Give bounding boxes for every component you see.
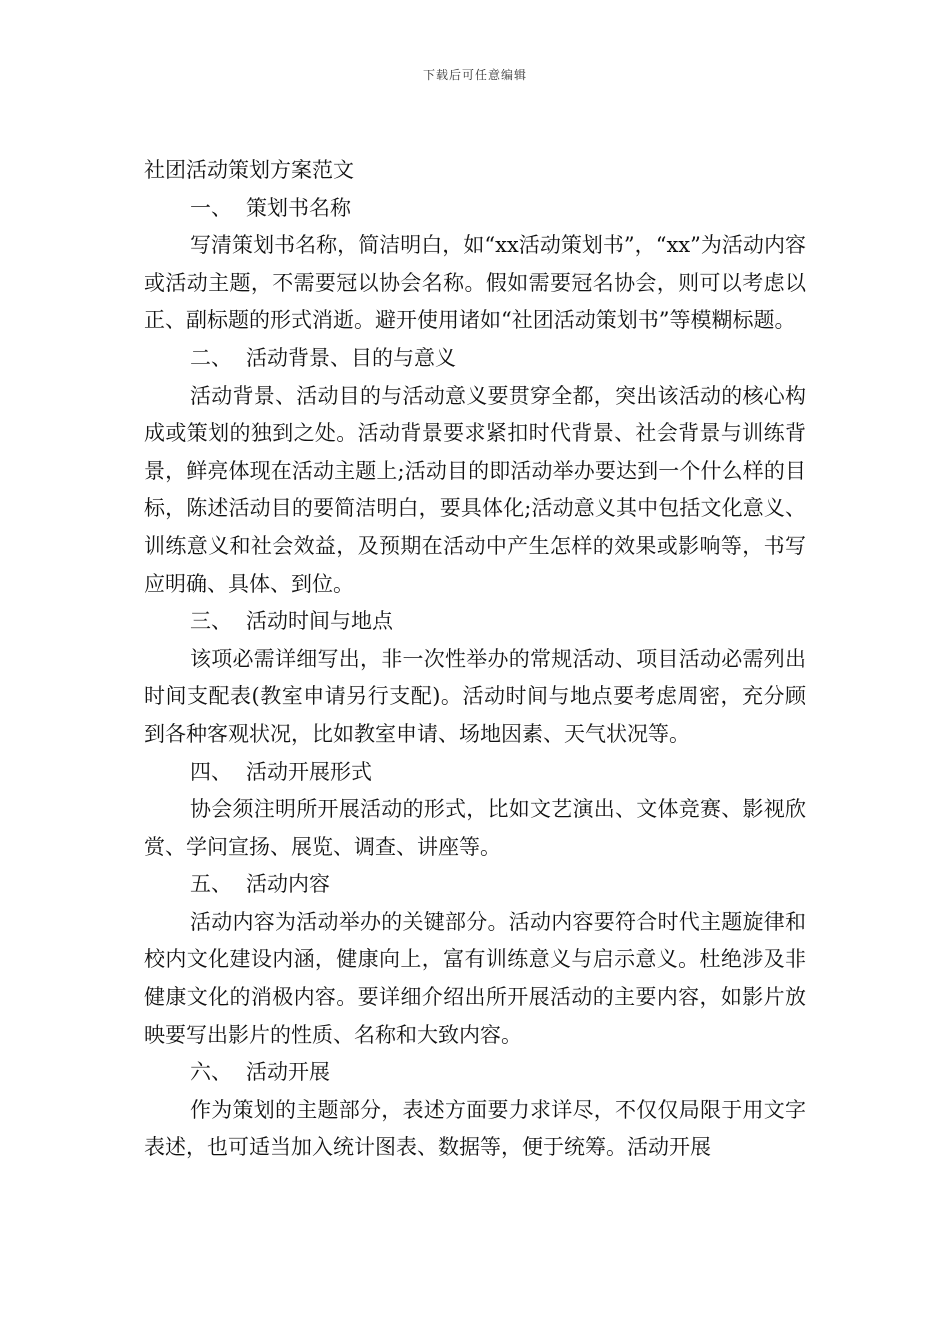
section-number: 六、 <box>190 1060 232 1085</box>
section-paragraph-1: 写清策划书名称，简洁明白，如“xx活动策划书”，“xx”为活动内容或活动主题，不需要冠以协会名称。假如需要冠名协会，则可以考虑以正、副标题的形式消逝。避开使用诸如“社团活动策划书”等模糊标题。 <box>144 233 806 333</box>
section-heading-1 <box>144 190 806 228</box>
section-title: 活动开展形式 <box>246 759 372 784</box>
section-number: 四、 <box>190 759 232 784</box>
document-body <box>144 152 806 1167</box>
section-heading-6 <box>144 1054 806 1092</box>
section-heading-5 <box>144 866 806 904</box>
section-paragraph-3: 该项必需详细写出，非一次性举办的常规活动、项目活动必需列出时间支配表(教室申请另行支配)。活动时间与地点要考虑周密，充分顾到各种客观状况，比如教室申请、场地因素、天气状况等。 <box>144 646 806 746</box>
section-number: 二、 <box>190 345 232 370</box>
document-title: 社团活动策划方案范文 <box>144 158 354 182</box>
section-number: 一、 <box>190 195 232 220</box>
section-title: 活动时间与地点 <box>246 609 393 634</box>
section-title: 活动背景、目的与意义 <box>246 345 456 370</box>
section-heading-2 <box>144 340 806 378</box>
section-number: 三、 <box>190 609 232 634</box>
section-number: 五、 <box>190 872 232 897</box>
page-header-note: 下载后可任意编辑 <box>422 68 527 82</box>
section-heading-4 <box>144 754 806 792</box>
section-title: 策划书名称 <box>246 195 351 220</box>
section-paragraph-2: 活动背景、活动目的与活动意义要贯穿全都，突出该活动的核心构成或策划的独到之处。活动背景要求紧扣时代背景、社会背景与训练背景，鲜亮体现在活动主题上;活动目的即活动举办要达到一个什么样的目标，陈述活动目的要简洁明白，要具体化;活动意义其中包括文化意义、训练意义和社会效益，及预期在活动中产生怎样的效果或影响等，书写应明确、具体、到位。 <box>144 383 806 596</box>
section-title: 活动内容 <box>246 872 330 897</box>
section-paragraph-6: 作为策划的主题部分，表述方面要力求详尽，不仅仅局限于用文字表述，也可适当加入统计图表、数据等，便于统筹。活动开展 <box>144 1097 806 1160</box>
section-heading-3 <box>144 603 806 641</box>
section-paragraph-5: 活动内容为活动举办的关键部分。活动内容要符合时代主题旋律和校内文化建设内涵，健康向上，富有训练意义与启示意义。杜绝涉及非健康文化的消极内容。要详细介绍出所开展活动的主要内容，如影片放映要写出影片的性质、名称和大致内容。 <box>144 909 806 1047</box>
section-paragraph-4: 协会须注明所开展活动的形式，比如文艺演出、文体竞赛、影视欣赏、学问宣扬、展览、调查、讲座等。 <box>144 797 806 859</box>
section-title: 活动开展 <box>246 1060 330 1085</box>
